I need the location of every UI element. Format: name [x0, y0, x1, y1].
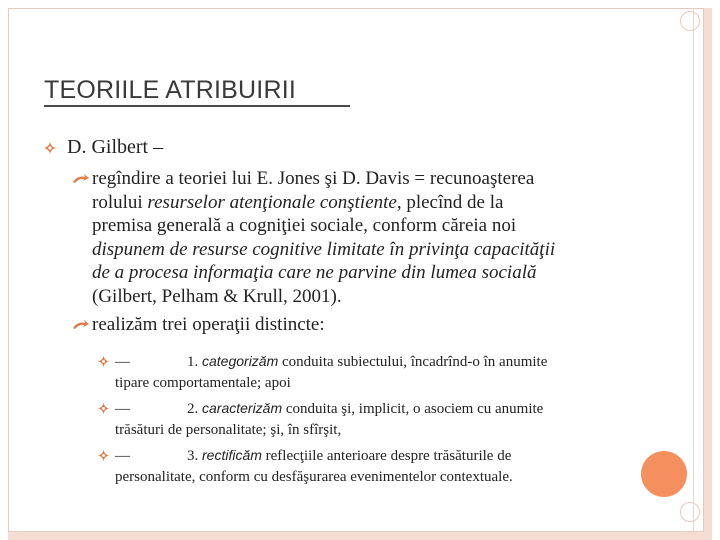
level3-line — [115, 445, 511, 468]
text-segment: premisa generală a cogniţiei sociale, conform căreia noi — [92, 215, 517, 237]
italic-segment: dispunem de resurse cognitive limitate în privinţa capacităţii — [92, 238, 556, 260]
item-term: categorizăm — [202, 353, 279, 369]
level3-line-continued: trăsături de personalitate; şi, în sfîrşit, — [115, 421, 342, 438]
level2-bullet-icon — [72, 319, 90, 331]
slide-title: TEORIILE ATRIBUIRII — [44, 76, 296, 104]
decor-orange-circle — [641, 451, 687, 497]
text-segment: realizăm trei operaţii distincte: — [92, 314, 325, 335]
level3-line — [115, 351, 547, 374]
text-segment: (Gilbert, Pelham & Krull, 2001). — [92, 286, 342, 307]
level2-line — [92, 261, 537, 285]
level3-bullet-icon — [98, 403, 109, 414]
frame-shadow-right — [704, 8, 712, 532]
level3-bullet-icon — [98, 450, 109, 461]
item-rest: conduita şi, implicit, o asociem cu anumite — [282, 401, 544, 417]
level2-line — [92, 167, 534, 191]
level2-line — [92, 285, 342, 309]
level2-bullet-icon — [72, 173, 90, 185]
level3-line-continued: personalitate, conform cu desfăşurarea evenimentelor contextuale. — [115, 468, 513, 485]
item-term: rectificăm — [202, 447, 262, 463]
item-number: 2. — [187, 401, 202, 417]
text-segment: , plecînd de la — [396, 191, 504, 213]
level1-text: D. Gilbert – — [67, 136, 164, 158]
level2-line — [92, 191, 503, 215]
italic-segment: de a procesa informaţia care ne parvine din lumea socială — [92, 262, 537, 284]
level2-line — [92, 214, 516, 238]
level2-line — [92, 238, 555, 262]
level3-line-continued: tipare comportamentale; apoi — [115, 374, 291, 391]
frame-shadow-bottom — [8, 532, 712, 540]
item-rest: reflecţiile anterioare despre trăsăturile de — [261, 448, 512, 464]
dash: — — [115, 401, 130, 417]
title-underline — [44, 105, 350, 107]
level3-bullet-icon — [98, 356, 109, 367]
item-number: 3. — [187, 448, 202, 464]
frame-inner-line — [693, 8, 694, 532]
dash: — — [115, 354, 130, 370]
level1-bullet-icon — [44, 142, 56, 154]
dash: — — [115, 448, 130, 464]
level3-line — [115, 398, 543, 421]
italic-segment: resurselor atenţionale conştiente — [147, 191, 397, 213]
item-rest: conduita subiectului, încadrînd-o în anumite — [278, 354, 548, 370]
item-term: caracterizăm — [202, 400, 283, 416]
item-number: 1. — [187, 354, 202, 370]
decor-ring-bottom — [680, 502, 700, 522]
level2-line — [92, 313, 325, 337]
decor-ring-top — [680, 11, 700, 31]
text-segment: regîndire a teoriei lui E. Jones şi D. Davis = recunoaşterea — [92, 168, 535, 189]
text-segment: rolului — [92, 191, 148, 213]
